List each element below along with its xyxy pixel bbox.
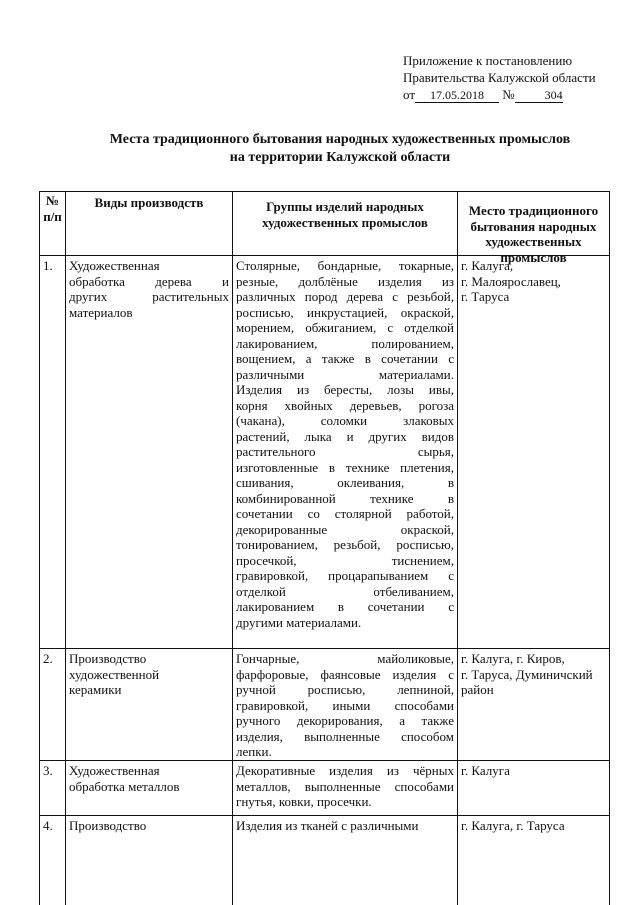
cell-line: обработка металлов <box>69 778 180 794</box>
cell-line: г. Таруса <box>461 289 510 304</box>
cell-line: отделкой отбеливанием, <box>236 583 454 599</box>
cell-line: просечкой, тиснением, <box>236 552 454 568</box>
row-1-num <box>43 258 62 647</box>
cell-line: другими материалами. <box>236 614 362 630</box>
cell-line: г. Таруса, Думиничский <box>461 666 593 682</box>
cell-line: Производство <box>69 651 147 666</box>
cell-line: промыслов <box>500 249 567 265</box>
cell-line: росписью, инкрустацией, окраской, <box>236 304 454 320</box>
table-hline-3 <box>39 760 610 761</box>
row-1-groups <box>236 258 454 647</box>
cell-line: г. Калуга, г. Таруса <box>461 818 565 833</box>
decree-date: 17.05.2018 <box>415 88 499 103</box>
cell-line: различных пород дерева с резьбой, <box>236 289 454 304</box>
decree-number: 304 <box>515 88 563 103</box>
cell-line: ручной росписью, лепниной, <box>236 682 454 697</box>
cell-line: г. Калуга, <box>461 258 514 273</box>
cell-line: обработка дерева и <box>69 273 229 289</box>
table-vline-2 <box>232 191 233 905</box>
table-vline-1 <box>65 191 66 905</box>
cell-line: фарфоровые, фаянсовые изделия с <box>236 666 454 682</box>
cell-line: керамики <box>69 682 122 697</box>
cell-line: Изделия из тканей с различными <box>236 818 419 833</box>
cell-line: декорированные окраской, <box>236 521 454 537</box>
date-prefix: от <box>403 87 416 102</box>
cell-line: гнутья, ковки, просечки. <box>236 794 372 809</box>
row-4-groups <box>236 818 454 904</box>
row-number: 1. <box>43 258 53 273</box>
row-3-num <box>43 763 62 814</box>
row-3-place <box>461 763 606 814</box>
cell-line: художественной <box>69 666 160 682</box>
header-type <box>69 195 229 253</box>
cell-line: гравировкой, процарапыванием с <box>236 568 454 583</box>
row-2-groups <box>236 651 454 759</box>
cell-line: корня хвойных деревьев, рогоза <box>236 397 454 413</box>
cell-line: сшивания, оклеивания, в <box>236 475 454 490</box>
cell-line: Декоративные изделия из чёрных <box>236 763 454 778</box>
row-4-type <box>69 818 229 904</box>
number-prefix: № <box>502 87 515 102</box>
cell-line: сочетании со столярной работой, <box>236 506 454 521</box>
cell-line: Художественная <box>69 258 160 273</box>
header-place <box>461 203 606 265</box>
appendix-line-2: Правительства Калужской области <box>403 70 596 85</box>
cell-line: морением, обжиганием, с отделкой <box>236 320 454 335</box>
cell-line: Группы изделий народных <box>266 199 424 214</box>
cell-line: художественных промыслов <box>262 214 428 230</box>
cell-line: г. Калуга, г. Киров, <box>461 651 565 666</box>
row-4-num <box>43 818 62 904</box>
table-hline-4 <box>39 815 610 816</box>
cell-line: Гончарные, майоликовые, <box>236 651 454 666</box>
cell-line: изготовленные в технике плетения, <box>236 459 454 475</box>
appendix-date-line <box>403 86 633 103</box>
cell-line: ручного декорирования, а также <box>236 713 454 728</box>
header-groups <box>236 199 454 253</box>
cell-line: Производство <box>69 818 147 833</box>
cell-line: резные, долблёные изделия из <box>236 273 454 289</box>
cell-line: (чакана), соломки злаковых <box>236 413 454 428</box>
cell-line: материалов <box>69 304 133 320</box>
header-type-label: Виды производств <box>94 195 204 210</box>
table-vline-4 <box>609 191 610 905</box>
cell-line: лакированием, полированием, <box>236 335 454 351</box>
cell-line: г. Малоярославец, <box>461 273 561 289</box>
row-2-type <box>69 651 229 759</box>
header-num <box>43 193 62 253</box>
cell-line: других растительных <box>69 289 229 304</box>
table-vline-0 <box>39 191 40 905</box>
table-hline-2 <box>39 648 610 649</box>
table-vline-3 <box>457 191 458 905</box>
cell-line: № <box>45 193 60 208</box>
row-number: 3. <box>43 763 53 778</box>
cell-line: лакированием в сочетании с <box>236 599 454 614</box>
cell-line: г. Калуга <box>461 763 510 778</box>
row-number: 4. <box>43 818 53 833</box>
cell-line: Художественная <box>69 763 160 778</box>
table-hline-0 <box>39 191 610 192</box>
row-2-place <box>461 651 606 759</box>
cell-line: изделия, выполненные способом <box>236 728 454 744</box>
cell-line: район <box>461 682 494 697</box>
cell-line: тонированием, резьбой, росписью, <box>236 537 454 552</box>
cell-line: растительного сырья, <box>236 444 454 459</box>
document-title <box>60 131 620 167</box>
row-3-groups <box>236 763 454 814</box>
cell-line: Изделия из бересты, лозы ивы, <box>236 382 454 397</box>
row-1-place <box>461 258 606 647</box>
cell-line: металлов, выполненные способами <box>236 778 454 794</box>
row-2-num <box>43 651 62 759</box>
cell-line: Место традиционного <box>468 203 599 218</box>
cell-line: лепки. <box>236 744 272 759</box>
row-1-type <box>69 258 229 647</box>
cell-line: гравировкой, иными способами <box>236 697 454 713</box>
title-line-2: на территории Калужской области <box>229 150 451 165</box>
appendix-line-1: Приложение к постановлению <box>403 53 573 68</box>
cell-line: различными материалами. <box>236 366 454 382</box>
cell-line: вощением, а также в сочетании с <box>236 351 454 366</box>
cell-line: бытования народных <box>470 218 597 234</box>
cell-line: художественных <box>485 234 582 249</box>
cell-line: растений, лыка и других видов <box>236 428 454 444</box>
row-number: 2. <box>43 651 53 666</box>
row-3-type <box>69 763 229 814</box>
row-4-place <box>461 818 606 904</box>
cell-line: Столярные, бондарные, токарные, <box>236 258 454 273</box>
cell-line: комбинированной технике в <box>236 490 454 506</box>
title-line-1: Места традиционного бытования народных художественных промыслов <box>109 132 571 147</box>
appendix-header <box>403 52 633 103</box>
cell-line: п/п <box>43 208 62 224</box>
